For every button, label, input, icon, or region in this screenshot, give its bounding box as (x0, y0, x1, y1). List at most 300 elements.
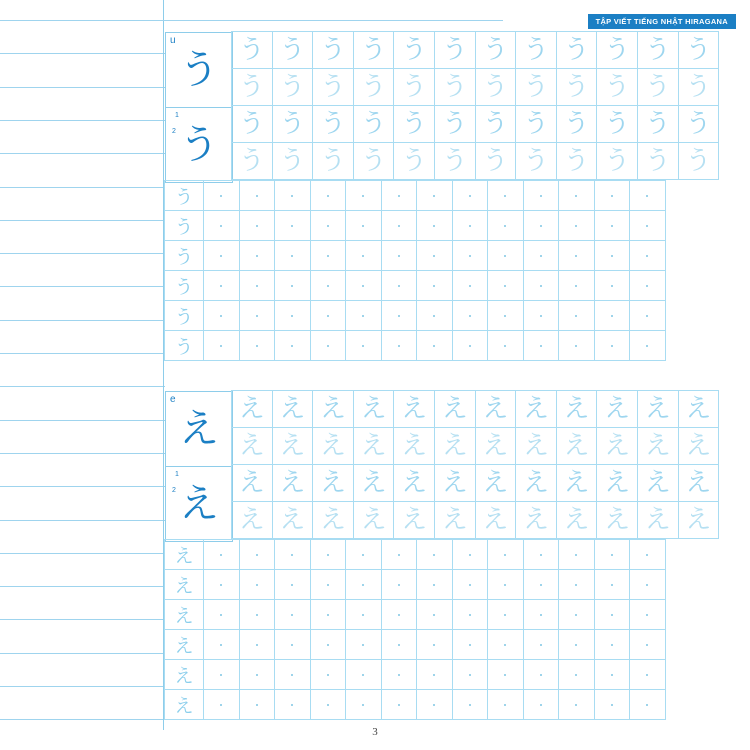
trace-kana: え (319, 505, 346, 535)
practice-cell (345, 599, 382, 630)
trace-kana: う (238, 35, 265, 65)
trace-cell (678, 390, 720, 428)
trace-kana: う (685, 146, 712, 176)
practice-cell (416, 599, 453, 630)
practice-cell (274, 659, 311, 690)
trace-cell (353, 142, 395, 180)
trace-cell (637, 142, 679, 180)
trace-kana: う (401, 72, 428, 102)
practice-start-cell (164, 270, 204, 301)
practice-cell (558, 629, 595, 660)
section-e-model-kana-2: え (179, 481, 219, 527)
trace-cell (637, 390, 679, 428)
section-u-trace-row-2 (232, 143, 719, 180)
practice-cell (345, 539, 382, 570)
practice-cell (594, 180, 631, 211)
trace-cell (556, 105, 598, 143)
margin-rule-line (0, 520, 165, 521)
section-e-model-kana-strokes (165, 466, 233, 542)
practice-cell (310, 240, 347, 271)
section-e-trace-row-1 (232, 428, 719, 465)
margin-rule-line (0, 386, 165, 387)
practice-cell (310, 629, 347, 660)
practice-cell (381, 330, 418, 361)
trace-cell (678, 142, 720, 180)
trace-cell (434, 464, 476, 502)
trace-cell (637, 105, 679, 143)
trace-cell (272, 142, 314, 180)
trace-cell (353, 427, 395, 465)
section-u-practice-row-2 (165, 211, 666, 241)
practice-cell (345, 240, 382, 271)
practice-start-kana: う (174, 186, 194, 208)
practice-cell (203, 689, 240, 720)
practice-cell (345, 270, 382, 301)
trace-kana: え (238, 468, 265, 498)
trace-kana: う (685, 109, 712, 139)
practice-cell (239, 689, 276, 720)
trace-cell (475, 464, 517, 502)
practice-cell (558, 270, 595, 301)
trace-cell (678, 31, 720, 69)
practice-cell (487, 599, 524, 630)
trace-kana: う (279, 146, 306, 176)
trace-kana: う (644, 146, 671, 176)
trace-kana: え (644, 431, 671, 461)
practice-cell (523, 270, 560, 301)
trace-kana: う (360, 146, 387, 176)
practice-cell (274, 300, 311, 331)
margin-rule-line (0, 653, 165, 654)
trace-cell (312, 427, 354, 465)
trace-cell (556, 501, 598, 539)
practice-start-kana: え (174, 665, 194, 687)
trace-cell (312, 31, 354, 69)
practice-cell (239, 330, 276, 361)
practice-cell (203, 659, 240, 690)
trace-kana: え (319, 468, 346, 498)
header-rule (163, 20, 503, 21)
trace-kana: う (604, 72, 631, 102)
margin-rule-line (0, 253, 165, 254)
trace-cell (272, 105, 314, 143)
section-u-practice-row-4 (165, 271, 666, 301)
trace-cell (312, 501, 354, 539)
trace-kana: う (604, 109, 631, 139)
practice-cell (203, 629, 240, 660)
practice-cell (487, 330, 524, 361)
trace-cell (393, 105, 435, 143)
practice-cell (558, 240, 595, 271)
practice-cell (239, 599, 276, 630)
trace-kana: う (522, 146, 549, 176)
margin-rule-line (0, 320, 165, 321)
practice-cell (452, 210, 489, 241)
trace-kana: え (401, 468, 428, 498)
trace-cell (272, 464, 314, 502)
trace-kana: う (685, 35, 712, 65)
trace-cell (515, 142, 557, 180)
trace-cell (637, 427, 679, 465)
trace-kana: え (401, 394, 428, 424)
margin-rule-line (0, 420, 165, 421)
trace-cell (678, 105, 720, 143)
practice-cell (594, 599, 631, 630)
trace-cell (475, 105, 517, 143)
trace-kana: え (441, 394, 468, 424)
trace-cell (353, 31, 395, 69)
practice-cell (381, 539, 418, 570)
practice-start-kana: う (174, 216, 194, 238)
trace-cell (515, 390, 557, 428)
practice-cell (381, 300, 418, 331)
practice-cell (203, 599, 240, 630)
section-u-model-kana: う (179, 47, 219, 93)
practice-cell (274, 689, 311, 720)
trace-cell (515, 68, 557, 106)
practice-cell (310, 210, 347, 241)
practice-cell (452, 629, 489, 660)
trace-kana: う (238, 146, 265, 176)
section-e-trace-row-2 (232, 502, 719, 539)
practice-cell (203, 180, 240, 211)
practice-cell (239, 629, 276, 660)
practice-start-cell (164, 629, 204, 660)
practice-cell (594, 629, 631, 660)
trace-kana: う (644, 72, 671, 102)
margin-rule-line (0, 353, 165, 354)
practice-start-cell (164, 300, 204, 331)
practice-cell (487, 569, 524, 600)
trace-kana: う (360, 72, 387, 102)
practice-start-kana: え (174, 605, 194, 627)
trace-cell (475, 31, 517, 69)
trace-cell (475, 68, 517, 106)
trace-kana: う (319, 109, 346, 139)
practice-cell (629, 330, 666, 361)
trace-cell (556, 464, 598, 502)
margin-rule-line (0, 686, 165, 687)
trace-cell (434, 501, 476, 539)
practice-cell (594, 659, 631, 690)
section-e-stroke-number-1: 1 (175, 471, 179, 478)
section-e-practice-row-2 (165, 570, 666, 600)
trace-kana: う (522, 109, 549, 139)
trace-kana: え (563, 468, 590, 498)
practice-start-cell (164, 240, 204, 271)
practice-cell (416, 689, 453, 720)
practice-cell (416, 539, 453, 570)
trace-kana: え (604, 394, 631, 424)
practice-cell (203, 569, 240, 600)
practice-cell (452, 330, 489, 361)
practice-cell (345, 210, 382, 241)
practice-cell (239, 569, 276, 600)
practice-cell (310, 270, 347, 301)
trace-kana: え (482, 505, 509, 535)
practice-cell (487, 659, 524, 690)
section-u-model-kana-plain (165, 32, 233, 108)
practice-cell (452, 180, 489, 211)
trace-kana: え (685, 468, 712, 498)
trace-kana: え (685, 505, 712, 535)
practice-cell (416, 270, 453, 301)
practice-start-cell (164, 180, 204, 211)
trace-cell (353, 464, 395, 502)
practice-cell (523, 330, 560, 361)
practice-cell (416, 659, 453, 690)
practice-cell (345, 330, 382, 361)
trace-kana: え (401, 431, 428, 461)
trace-cell (231, 390, 273, 428)
trace-kana: う (482, 109, 509, 139)
practice-start-cell (164, 330, 204, 361)
trace-cell (556, 427, 598, 465)
trace-cell (596, 427, 638, 465)
trace-kana: う (563, 35, 590, 65)
margin-rule-line (0, 586, 165, 587)
section-e-model-row-2 (232, 465, 719, 502)
practice-cell (487, 180, 524, 211)
practice-cell (452, 270, 489, 301)
page-header (163, 14, 736, 29)
trace-kana: え (360, 394, 387, 424)
practice-cell (381, 659, 418, 690)
trace-kana: う (360, 35, 387, 65)
practice-start-kana: え (174, 575, 194, 597)
trace-kana: え (319, 431, 346, 461)
section-u-romaji-label: u (170, 35, 176, 46)
section-e-model-row-1 (232, 391, 719, 428)
trace-cell (353, 501, 395, 539)
trace-kana: う (441, 109, 468, 139)
practice-start-kana: え (174, 545, 194, 567)
trace-kana: う (563, 109, 590, 139)
trace-kana: え (238, 505, 265, 535)
trace-cell (678, 501, 720, 539)
trace-cell (434, 142, 476, 180)
practice-cell (558, 599, 595, 630)
trace-kana: う (522, 72, 549, 102)
trace-kana: え (685, 394, 712, 424)
practice-start-kana: え (174, 695, 194, 717)
trace-kana: え (441, 431, 468, 461)
practice-cell (594, 300, 631, 331)
practice-cell (523, 539, 560, 570)
trace-kana: う (401, 146, 428, 176)
trace-kana: う (482, 146, 509, 176)
practice-cell (239, 659, 276, 690)
trace-cell (475, 501, 517, 539)
practice-cell (345, 180, 382, 211)
trace-cell (515, 31, 557, 69)
trace-kana: え (563, 431, 590, 461)
margin-rule-line (0, 220, 165, 221)
trace-kana: う (604, 35, 631, 65)
trace-cell (272, 427, 314, 465)
section-u-practice-row-6 (165, 331, 666, 361)
practice-cell (416, 330, 453, 361)
practice-cell (381, 210, 418, 241)
practice-cell (523, 300, 560, 331)
practice-cell (381, 270, 418, 301)
trace-cell (393, 427, 435, 465)
practice-start-kana: え (174, 635, 194, 657)
trace-kana: う (563, 72, 590, 102)
section-u-model-kana-strokes (165, 107, 233, 183)
trace-cell (231, 142, 273, 180)
practice-cell (345, 689, 382, 720)
trace-cell (393, 390, 435, 428)
trace-kana: え (522, 468, 549, 498)
trace-cell (231, 105, 273, 143)
practice-cell (452, 569, 489, 600)
practice-cell (629, 180, 666, 211)
trace-cell (434, 427, 476, 465)
trace-cell (312, 464, 354, 502)
practice-cell (345, 569, 382, 600)
practice-cell (310, 569, 347, 600)
trace-cell (312, 390, 354, 428)
trace-kana: え (522, 431, 549, 461)
practice-cell (203, 270, 240, 301)
trace-kana: え (441, 468, 468, 498)
trace-kana: う (482, 72, 509, 102)
section-u-trace-row-1 (232, 69, 719, 106)
trace-cell (393, 142, 435, 180)
practice-cell (523, 240, 560, 271)
practice-cell (629, 569, 666, 600)
practice-cell (629, 629, 666, 660)
trace-kana: え (279, 468, 306, 498)
section-e-practice-row-5 (165, 660, 666, 690)
trace-kana: う (238, 109, 265, 139)
practice-cell (594, 569, 631, 600)
margin-rule-line (0, 619, 165, 620)
practice-cell (629, 210, 666, 241)
trace-kana: え (482, 394, 509, 424)
practice-cell (416, 629, 453, 660)
trace-cell (596, 464, 638, 502)
trace-kana: え (279, 394, 306, 424)
trace-cell (434, 105, 476, 143)
trace-kana: う (360, 109, 387, 139)
practice-cell (452, 689, 489, 720)
practice-cell (558, 659, 595, 690)
practice-cell (274, 330, 311, 361)
trace-cell (393, 501, 435, 539)
practice-cell (416, 240, 453, 271)
section-e-model-kana-plain (165, 391, 233, 467)
practice-start-cell (164, 599, 204, 630)
practice-cell (274, 629, 311, 660)
trace-kana: え (644, 505, 671, 535)
practice-cell (594, 240, 631, 271)
trace-cell (312, 105, 354, 143)
section-u-model-row-1 (232, 32, 719, 69)
practice-cell (487, 689, 524, 720)
practice-cell (239, 539, 276, 570)
practice-cell (274, 180, 311, 211)
practice-cell (203, 330, 240, 361)
practice-cell (274, 210, 311, 241)
practice-cell (558, 300, 595, 331)
trace-cell (475, 142, 517, 180)
trace-cell (515, 464, 557, 502)
margin-rule-line (0, 453, 165, 454)
trace-cell (353, 68, 395, 106)
practice-cell (594, 539, 631, 570)
section-e-model-kana: え (179, 406, 219, 452)
section-u-stroke-number-1: 1 (175, 112, 179, 119)
practice-cell (310, 330, 347, 361)
practice-cell (381, 689, 418, 720)
practice-cell (416, 300, 453, 331)
trace-kana: う (279, 72, 306, 102)
practice-cell (239, 180, 276, 211)
trace-kana: う (401, 35, 428, 65)
practice-cell (381, 240, 418, 271)
trace-cell (272, 501, 314, 539)
trace-kana: え (522, 394, 549, 424)
margin-rule-line (0, 20, 165, 21)
trace-cell (515, 501, 557, 539)
practice-cell (594, 689, 631, 720)
trace-kana: え (644, 394, 671, 424)
practice-start-kana: う (174, 246, 194, 268)
practice-cell (452, 539, 489, 570)
practice-cell (452, 599, 489, 630)
trace-cell (231, 427, 273, 465)
practice-cell (523, 629, 560, 660)
trace-kana: う (319, 146, 346, 176)
practice-cell (629, 659, 666, 690)
trace-cell (393, 464, 435, 502)
practice-cell (310, 689, 347, 720)
trace-cell (596, 68, 638, 106)
trace-cell (596, 142, 638, 180)
margin-rule-line (0, 87, 165, 88)
practice-cell (416, 210, 453, 241)
practice-cell (452, 300, 489, 331)
section-e-practice-row-3 (165, 600, 666, 630)
practice-cell (594, 210, 631, 241)
trace-cell (434, 390, 476, 428)
trace-kana: う (401, 109, 428, 139)
trace-cell (556, 142, 598, 180)
practice-cell (629, 689, 666, 720)
trace-kana: う (644, 109, 671, 139)
practice-start-kana: う (174, 276, 194, 298)
practice-cell (381, 599, 418, 630)
practice-cell (487, 629, 524, 660)
trace-kana: う (279, 109, 306, 139)
section-e-romaji-label: e (170, 394, 176, 405)
practice-cell (523, 659, 560, 690)
trace-cell (312, 68, 354, 106)
practice-cell (274, 599, 311, 630)
trace-cell (637, 31, 679, 69)
section-u-practice-row-3 (165, 241, 666, 271)
trace-kana: う (441, 35, 468, 65)
trace-cell (272, 68, 314, 106)
trace-kana: え (685, 431, 712, 461)
trace-cell (556, 390, 598, 428)
section-e-practice-row-6 (165, 690, 666, 720)
practice-cell (523, 689, 560, 720)
practice-cell (523, 569, 560, 600)
header-title-tab: TẬP VIẾT TIẾNG NHẬT HIRAGANA (588, 14, 736, 29)
